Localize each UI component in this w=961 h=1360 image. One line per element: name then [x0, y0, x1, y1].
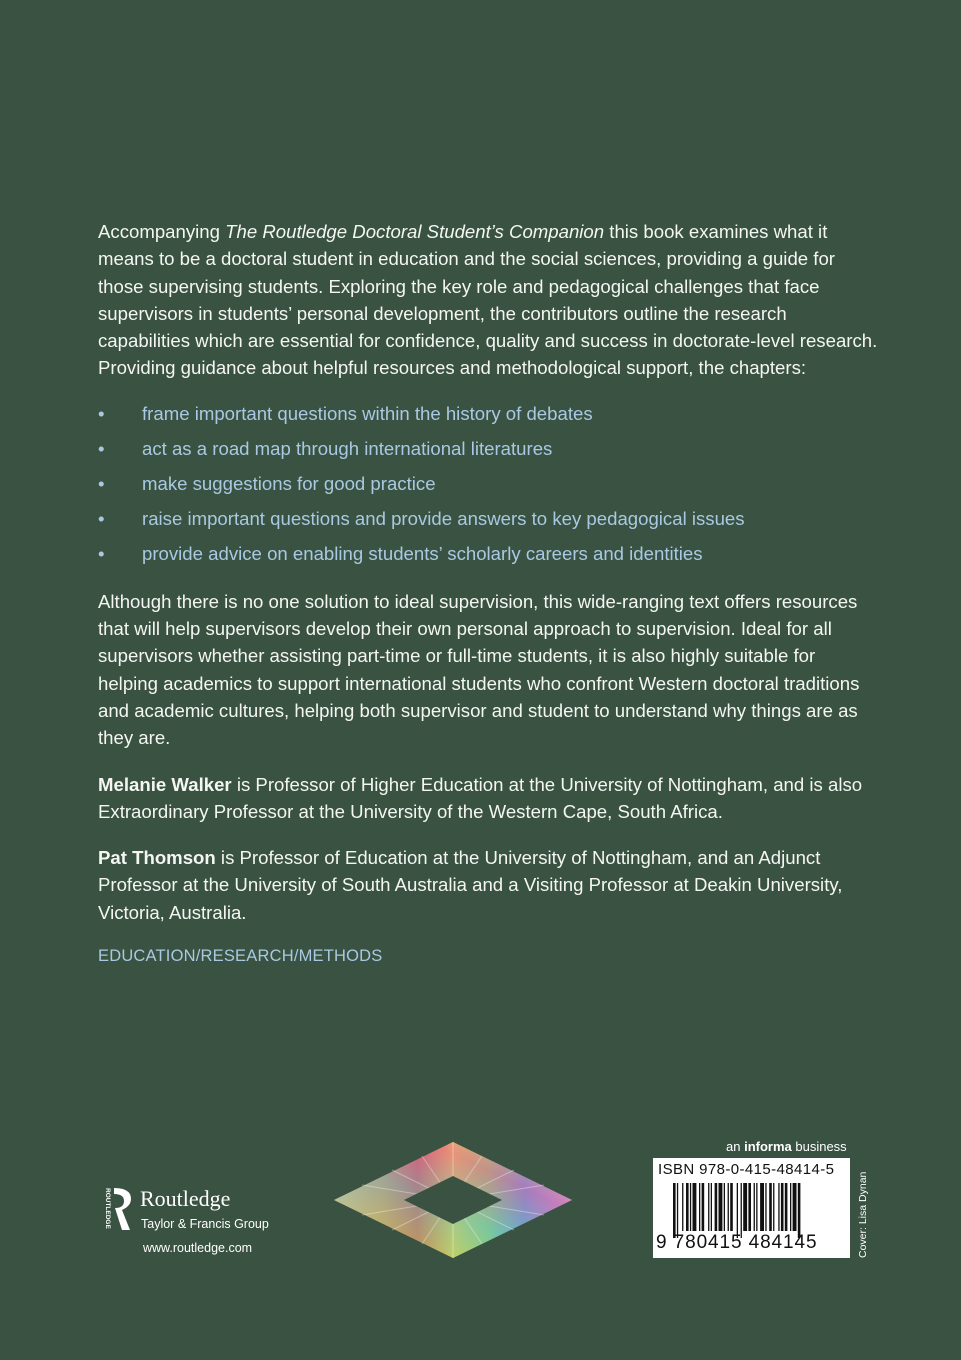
barcode-bar	[699, 1183, 700, 1231]
barcode-bar	[760, 1183, 764, 1231]
summary-paragraph: Although there is no one solution to ideal supervision, this wide-ranging text offers resources that will help supervisors develop their own personal approach to supervision. Ideal for all supervisors whether assisting part-time or full-time students, it is also highly suitable for helping academics to support international students who confront Western doctoral traditions and academic cultures, helping both supervisor and student to understand why things are as they are.	[98, 590, 860, 749]
barcode-bar	[769, 1183, 772, 1231]
barcode-bar	[778, 1183, 779, 1231]
list-item: • raise important questions and provide answers to key pedagogical issues	[98, 505, 878, 540]
back-cover-text	[98, 218, 878, 970]
bullet-icon: •	[98, 402, 105, 424]
list-item: • provide advice on enabling students’ scholarly careers and identities	[98, 540, 878, 575]
barcode-bar	[773, 1183, 774, 1231]
barcode-digits: 9 780415 484145	[656, 1232, 818, 1253]
barcode-bar	[737, 1183, 738, 1238]
bullet-icon: •	[98, 472, 105, 494]
publisher-name: Routledge	[140, 1186, 231, 1211]
barcode-bar	[790, 1183, 791, 1231]
barcode-bar	[719, 1183, 723, 1231]
barcode-bar	[682, 1183, 683, 1231]
barcode-bar	[690, 1183, 691, 1231]
routledge-r-icon	[100, 1186, 134, 1236]
barcode-bar	[781, 1183, 784, 1231]
barcode-bar	[765, 1183, 766, 1231]
barcode-bar	[798, 1183, 801, 1238]
barcode-bar	[756, 1183, 757, 1231]
barcode-bar	[673, 1183, 676, 1238]
barcode-bar	[743, 1183, 747, 1231]
author-bio-thomson: Pat Thomson is Professor of Education at the University of Nottingham, and an Adjunct Professor at the University of South Australia and a Visiting Professor at Deakin University, Victoria, Australia.	[98, 847, 843, 923]
barcode-bar	[748, 1183, 751, 1231]
list-item: • frame important questions within the history of debates	[98, 400, 878, 435]
list-item: • make suggestions for good practice	[98, 470, 878, 505]
bullet-icon: •	[98, 542, 105, 564]
bullet-icon: •	[98, 437, 105, 459]
barcode-bar	[730, 1183, 733, 1231]
routledge-vertical-wordmark: ROUTLEDGE	[104, 1188, 111, 1229]
publisher-group: Taylor & Francis Group	[141, 1217, 269, 1231]
cover-credit: Cover: Lisa Dynan	[857, 1171, 869, 1258]
barcode-bar	[715, 1183, 718, 1231]
author-name: Melanie Walker	[98, 773, 232, 795]
routledge-logo	[100, 1186, 300, 1266]
barcode-bar	[702, 1183, 705, 1231]
isbn-barcode	[653, 1158, 850, 1258]
isbn-text: ISBN 978-0-415-48414-5	[658, 1161, 835, 1178]
barcode-bar	[708, 1183, 709, 1231]
barcode-bar	[711, 1183, 712, 1231]
barcode-bar	[754, 1183, 755, 1231]
bullet-icon: •	[98, 507, 105, 529]
barcode-bar	[693, 1183, 697, 1231]
barcode-bar	[741, 1183, 742, 1238]
barcode-bar	[686, 1183, 689, 1231]
intro-paragraph: Accompanying The Routledge Doctoral Student’s Companion this book examines what it means to be a doctoral student in education and the social sciences, providing a guide for those supervising students. Exploring the key role and pedagogical challenges that face supervisors in students’ personal development, the contributors outline the research capabilities which are essential for confidence, quality and success in doctorate-level research. Providing guidance about helpful resources and methodological support, the chapters:	[98, 221, 878, 379]
publisher-url[interactable]: www.routledge.com	[143, 1241, 253, 1255]
rainbow-diamond-graphic	[332, 1140, 574, 1260]
barcode-bar	[785, 1183, 788, 1231]
author-name: Pat Thomson	[98, 847, 216, 869]
informa-tagline: an informa business	[726, 1139, 847, 1154]
barcode-bars	[673, 1183, 843, 1238]
chapter-bullet-list	[98, 400, 878, 575]
subject-category: EDUCATION/RESEARCH/METHODS	[98, 947, 383, 966]
barcode-bar	[793, 1183, 797, 1231]
list-item: • act as a road map through international literatures	[98, 435, 878, 470]
barcode-bar	[728, 1183, 729, 1231]
barcode-bar	[724, 1183, 725, 1231]
barcode-bar	[677, 1183, 678, 1238]
companion-title: The Routledge Doctoral Student’s Companion	[225, 221, 605, 242]
author-bio-walker: Melanie Walker is Professor of Higher Education at the University of Nottingham, and is also Extraordinary Professor at the University of the Western Cape, South Africa.	[98, 773, 863, 822]
